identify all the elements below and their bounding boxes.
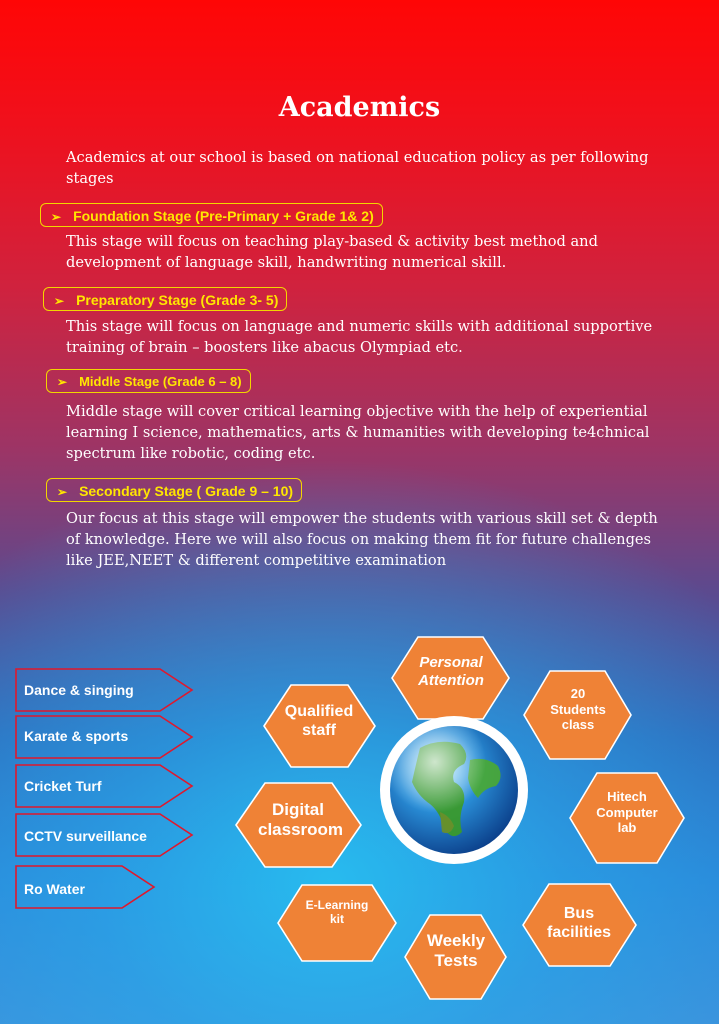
stage-label-middle: ➢ Middle Stage (Grade 6 – 8) <box>46 369 251 393</box>
feature-elearning-kit: E-Learning kit <box>305 898 369 927</box>
feature-digital-classroom: Digital classroom <box>258 800 344 840</box>
facility-karate: Karate & sports <box>24 728 129 744</box>
intro-text: Academics at our school is based on national education policy as per following stages <box>66 149 649 187</box>
feature-hitech-lab: Hitech Computer lab <box>596 789 658 836</box>
facility-cctv: CCTV surveillance <box>24 828 147 844</box>
stage-text-middle: Middle stage will cover critical learning objective with the help of experiential learning I science, mathematics, arts & humanities with developing te4chnical spectrum like robotic, coding etc. <box>66 403 650 462</box>
facility-dance: Dance & singing <box>24 682 134 698</box>
arrow-bullet-icon: ➢ <box>57 375 68 389</box>
page-title: Academics <box>278 92 441 123</box>
globe-icon <box>380 716 528 864</box>
feature-personal-attention: Personal Attention <box>418 654 484 689</box>
feature-bus-facilities: Bus facilities <box>546 905 612 942</box>
arrow-bullet-icon: ➢ <box>54 294 65 308</box>
feature-qualified-staff: Qualified staff <box>284 703 354 740</box>
facility-ro-water: Ro Water <box>24 881 85 897</box>
stage-text-secondary: Our focus at this stage will empower the students with various skill set & depth of knowledge. Here we will also focus on making them fit for future challenges like JEE,NEET & different competitive examination <box>66 510 658 569</box>
stage-label-foundation: ➢ Foundation Stage (Pre-Primary + Grade 1& 2) <box>40 203 383 227</box>
feature-students-class: 20 Students class <box>550 686 606 733</box>
arrow-bullet-icon: ➢ <box>51 210 62 224</box>
stage-label-secondary: ➢ Secondary Stage ( Grade 9 – 10) <box>46 478 302 502</box>
stage-label-preparatory: ➢ Preparatory Stage (Grade 3- 5) <box>43 287 287 311</box>
facility-cricket: Cricket Turf <box>24 778 102 794</box>
arrow-bullet-icon: ➢ <box>57 485 68 499</box>
stage-text-preparatory: This stage will focus on language and numeric skills with additional supportive training of brain – boosters like abacus Olympiad etc. <box>66 318 653 356</box>
stage-text-foundation: This stage will focus on teaching play-based & activity best method and development of language skill, handwriting numerical skill. <box>66 233 598 271</box>
feature-weekly-tests: Weekly Tests <box>426 931 486 971</box>
